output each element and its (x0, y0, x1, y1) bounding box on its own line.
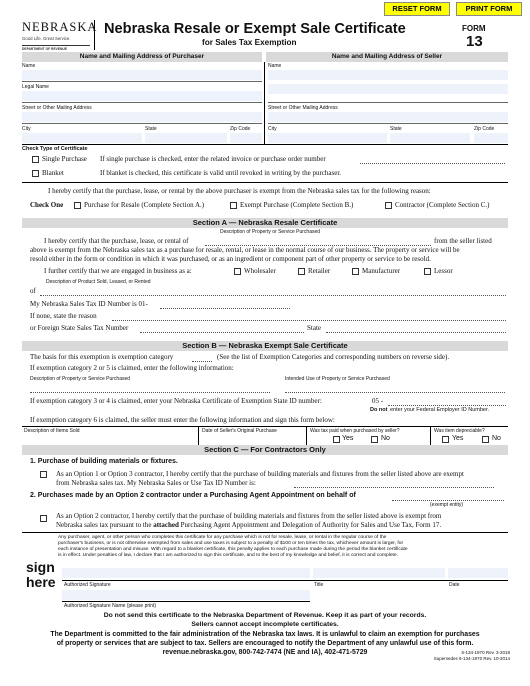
date-field[interactable] (448, 568, 508, 578)
single-purchase-label: Single Purchase (42, 155, 87, 163)
depreciable-no-label: No (492, 435, 501, 442)
commitment-line-1: The Department is committed to the fair administration of the Nebraska tax laws. It is unlawful to claim an exemption for purchases (50, 631, 480, 638)
c1-line2: from Nebraska sales tax. My Nebraska Sales or Use Tax ID Number is: (56, 479, 256, 487)
form-label: FORM (462, 24, 486, 33)
retailer-label: Retailer (308, 267, 331, 275)
purchaser-street-field[interactable] (22, 112, 262, 122)
seller-zip-field[interactable] (474, 133, 508, 143)
c2-line1: As an Option 2 contractor, I hereby certify that the purchase of building materials and fixtures from the seller listed above is exempt from (56, 512, 442, 520)
do-not-send-text: Do not send this certificate to the Nebraska Department of Revenue. Keep it as part of your records. (103, 612, 427, 619)
foreign-state-label: State (307, 324, 321, 332)
section-a-desc-label: Description of Property or Service Purchased (220, 229, 321, 235)
wholesaler-checkbox[interactable] (234, 268, 241, 275)
purchaser-legal-name-label: Legal Name (22, 84, 49, 90)
exempt-entity-field[interactable] (392, 500, 504, 501)
contractor-checkbox[interactable] (385, 202, 392, 209)
c2-line2 (56, 521, 441, 529)
exempt-checkbox[interactable] (230, 202, 237, 209)
single-purchase-text: If single purchase is checked, enter the related invoice or purchase order number (100, 155, 326, 163)
blanket-text: If blanket is checked, this certificate is valid until revoked in writing by the purchaser. (100, 169, 342, 177)
sign-here-label (26, 560, 56, 590)
section-a-title: Section A — Nebraska Resale Certificate (22, 218, 508, 228)
commitment-line-2: of property or services that are subject to tax. Sellers are encouraged to notify the Department of any unlawful use of this form. (56, 640, 474, 647)
state-id-field[interactable] (388, 405, 506, 406)
certify-text: I hereby certify that the purchase, lease, or rental by the above purchaser is exempt from the Nebraska sales tax for the following reason: (48, 187, 431, 195)
seller-city-label: City (268, 126, 277, 132)
incomplete-text: Sellers cannot accept incomplete certificates. (191, 621, 339, 628)
form-number: 13 (466, 33, 483, 50)
foreign-tax-field[interactable] (140, 332, 304, 333)
col-items-label: Description of Items Sold (24, 428, 80, 434)
seller-street-field[interactable] (268, 112, 508, 122)
section-c-h2: 2. Purchases made by an Option 2 contractor under a Purchasing Agent Appointment on behalf of (30, 492, 356, 499)
penalty-text (58, 535, 510, 559)
purchaser-state-field[interactable] (145, 133, 227, 143)
section-b-use-field[interactable] (285, 392, 505, 393)
exempt-entity-label: (exempt entity) (430, 502, 464, 508)
supersedes-number: Supersedes 6-134-1970 Rev. 10-2014 (433, 656, 510, 661)
section-a-p1-line2: above is exempt from the Nebraska sales tax as a purchase for resale, rental, or lease in the normal course of our business. The property or service will be (30, 246, 460, 254)
cat34-prefix: 05 - (372, 397, 384, 405)
authorized-signature-field[interactable] (62, 568, 310, 578)
do-not-text-2: enter your Federal Employer ID Number. (390, 407, 490, 413)
logo-tagline: Good Life. Great Service. (22, 36, 71, 41)
penalty-line-1: Any purchaser, agent, or other person who completes this certificate for any purchase which is not for resale, lease, or rental in the regular course of the (58, 535, 387, 540)
option1-checkbox[interactable] (40, 471, 47, 478)
contractor-option-label: Contractor (Complete Section C.) (395, 201, 490, 209)
certificate-type-label: Check Type of Certificate (22, 146, 88, 152)
tax-id-field[interactable] (160, 308, 290, 309)
section-c-title: Section C — For Contractors Only (22, 445, 508, 455)
purchaser-legal-name-field[interactable] (22, 91, 262, 101)
product-field[interactable] (40, 295, 506, 296)
tax-paid-yes-label: Yes (342, 435, 354, 442)
title-field[interactable] (313, 568, 445, 578)
invoice-number-field[interactable] (360, 163, 505, 164)
section-b-use-label: Intended Use of Property or Service Purchased (285, 376, 390, 382)
seller-zip-label: Zip Code (474, 126, 495, 132)
resale-option-label: Purchase for Resale (Complete Section A.) (84, 201, 205, 209)
seller-state-field[interactable] (390, 133, 470, 143)
check-one-label: Check One (30, 201, 64, 209)
section-c-h1: 1. Purchase of building materials or fixtures. (30, 458, 178, 465)
seller-city-field[interactable] (268, 133, 387, 143)
c2-line2-a: Nebraska sales tax pursuant to the (56, 521, 152, 529)
basis-note: (See the list of Exemption Categories and corresponding numbers on reverse side). (217, 353, 450, 361)
single-purchase-checkbox[interactable] (32, 156, 39, 163)
col-date-label: Date of Seller's Original Purchase (202, 428, 277, 434)
penalty-line-3: each instance of presentation and misuse. With regard to a blanket certificate, this penalty applies to each purchase made during the period the blanket certificate (58, 547, 408, 553)
printed-name-label: Authorized Signature Name (please print) (64, 603, 156, 609)
seller-heading: Name and Mailing Address of Seller (266, 52, 508, 62)
penalty-line-2: purchaser's business, or is not otherwise exempted from sales and use taxes is subject to a penalty of $100 or ten times the tax, whichever amount is larger, for (58, 541, 404, 547)
title-label: Title (314, 582, 324, 588)
wholesaler-label: Wholesaler (244, 267, 276, 275)
depreciable-no-checkbox[interactable] (482, 436, 489, 443)
purchaser-zip-label: Zip Code (230, 126, 251, 132)
section-a-p1-end: from the seller listed (434, 237, 492, 245)
exemption-category-field[interactable] (192, 361, 212, 362)
nebraska-logo (22, 20, 98, 51)
none-reason-field[interactable] (112, 320, 506, 321)
purchaser-city-label: City (22, 126, 31, 132)
seller-street-label: Street or Other Mailing Address (268, 105, 338, 111)
print-form-button[interactable]: PRINT FORM (456, 2, 522, 16)
printed-name-field[interactable] (62, 590, 310, 600)
tax-id-label: My Nebraska Sales Tax ID Number is 01- (30, 300, 148, 308)
blanket-label: Blanket (42, 169, 64, 177)
tax-paid-yes-checkbox[interactable] (333, 436, 340, 443)
depreciable-yes-label: Yes (452, 435, 464, 442)
purchaser-name-label: Name (22, 63, 36, 69)
section-b-desc-field[interactable] (30, 392, 270, 393)
penalty-line-4: is in effect. Under penalties of law, I declare that I am authorized to sign this certificate, and to the best of my knowledge and belief, it is correct and complete. (58, 553, 398, 559)
form-subtitle: for Sales Tax Exemption (202, 38, 297, 47)
c2-line2-c: Purchasing Agent Appointment and Delegation of Authority for Sales and Use Tax, Form 17. (180, 521, 442, 529)
section-a-p1-line3: resold either in the form or condition in which it was purchased, or as an ingredient or component part of other property or service to be resold. (30, 255, 431, 263)
col-dep-label: Was item depreciable? (434, 428, 485, 434)
c2-line2-attached: attached (153, 521, 179, 529)
section-a-p1-start: I hereby certify that the purchase, lease, or rental of (44, 237, 189, 245)
contractor-tax-id-field[interactable] (294, 487, 494, 488)
tax-paid-no-label: No (381, 435, 390, 442)
purchaser-state-label: State (145, 126, 157, 132)
reset-form-button[interactable]: RESET FORM (384, 2, 450, 16)
sign-word: sign (26, 559, 55, 575)
contact-line: revenue.nebraska.gov, 800-742-7474 (NE and IA), 402-471-5729 (162, 649, 368, 656)
col-tax-label: Was tax paid when purchased by seller? (310, 428, 400, 434)
c1-line1: As an Option 1 or Option 3 contractor, I hereby certify that the purchase of building materials and fixtures from the seller listed above are exempt (56, 470, 464, 478)
section-b-title: Section B — Nebraska Exempt Sale Certificate (22, 341, 508, 351)
rev-number: 6-134-1970 Rev. 3-2018 (461, 650, 510, 655)
tax-paid-no-checkbox[interactable] (371, 436, 378, 443)
logo-dept: DEPARTMENT OF REVENUE (22, 45, 90, 51)
form-title: Nebraska Resale or Exempt Sale Certificate (104, 21, 406, 37)
basis-text: The basis for this exemption is exemption category (30, 353, 174, 361)
option2-checkbox[interactable] (40, 515, 47, 522)
seller-name-field[interactable] (268, 70, 508, 80)
authorized-signature-label: Authorized Signature (64, 582, 111, 588)
logo-text: NEBRASKA (22, 20, 98, 34)
cat25-text: If exemption category 2 or 5 is claimed, enter the following information: (30, 364, 234, 372)
depreciable-yes-checkbox[interactable] (442, 436, 449, 443)
resale-checkbox[interactable] (74, 202, 81, 209)
exempt-option-label: Exempt Purchase (Complete Section B.) (240, 201, 354, 209)
here-word: here (26, 574, 56, 590)
business-text: I further certify that we are engaged in business as a: (44, 267, 192, 275)
seller-state-label: State (390, 126, 402, 132)
purchaser-zip-field[interactable] (230, 133, 262, 143)
date-label: Date (449, 582, 460, 588)
product-label: Description of Product Sold, Leased, or Rented (46, 279, 151, 285)
cat34-text: If exemption category 3 or 4 is claimed, enter your Nebraska Certificate of Exemption State ID number: (30, 397, 322, 405)
do-not-text: Do not (370, 407, 388, 413)
cat6-text: If exemption category 6 is claimed, the seller must enter the following information and sign this form below: (30, 416, 335, 424)
lessor-checkbox[interactable] (424, 268, 431, 275)
none-reason-label: If none, state the reason (30, 312, 97, 320)
retailer-checkbox[interactable] (298, 268, 305, 275)
blanket-checkbox[interactable] (32, 170, 39, 177)
seller-name-field-2[interactable] (268, 84, 508, 94)
purchaser-name-field[interactable] (22, 70, 262, 80)
foreign-state-field[interactable] (326, 332, 506, 333)
section-b-desc-label: Description of Property or Service Purchased (30, 376, 131, 382)
foreign-tax-label: or Foreign State Sales Tax Number (30, 324, 129, 332)
manufacturer-checkbox[interactable] (352, 268, 359, 275)
of-label: of (30, 287, 36, 295)
purchaser-city-field[interactable] (22, 133, 142, 143)
lessor-label: Lessor (434, 267, 453, 275)
seller-name-label: Name (268, 63, 282, 69)
manufacturer-label: Manufacturer (362, 267, 401, 275)
purchaser-street-label: Street or Other Mailing Address (22, 105, 92, 111)
purchaser-heading: Name and Mailing Address of Purchaser (22, 52, 262, 62)
